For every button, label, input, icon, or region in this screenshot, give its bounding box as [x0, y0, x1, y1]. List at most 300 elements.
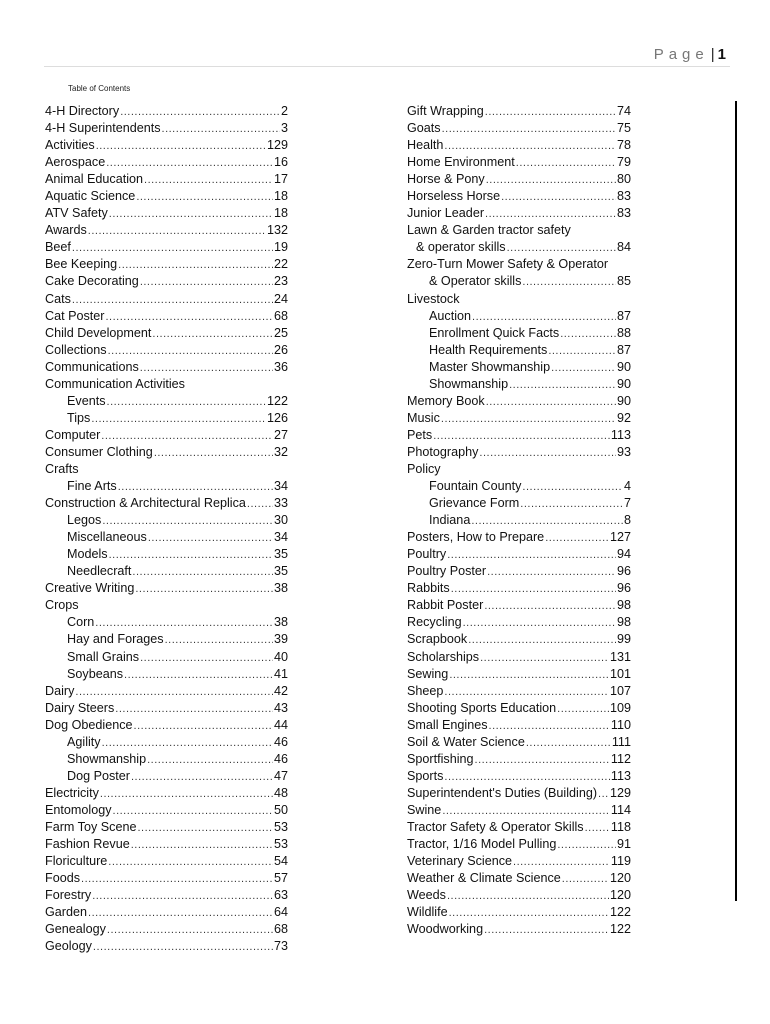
toc-entry-page: 87	[616, 342, 631, 357]
toc-entry-label: Hay and Forages	[67, 632, 164, 647]
toc-entry	[45, 597, 288, 614]
dot-leader	[115, 701, 273, 717]
toc-entry-label: Rabbits	[407, 581, 450, 596]
toc-entry-label: Collections	[45, 342, 107, 357]
toc-entry	[45, 683, 288, 700]
dot-leader	[513, 854, 610, 870]
dot-leader	[88, 223, 266, 239]
toc-entry-page: 120	[609, 871, 631, 886]
toc-entry-label: Health Requirements	[429, 342, 548, 357]
dot-leader	[472, 309, 616, 325]
toc-entry-label: Small Grains	[67, 649, 140, 664]
toc-entry-page: 4	[623, 479, 631, 494]
toc-entry	[45, 205, 288, 222]
toc-entry-page: 113	[610, 768, 631, 783]
toc-entry-page: 27	[273, 427, 288, 442]
toc-entry-label: Policy	[407, 461, 441, 476]
toc-entry-page: 112	[610, 751, 631, 766]
toc-entry-label: Cat Poster	[45, 308, 105, 323]
toc-entry	[407, 921, 631, 938]
toc-entry	[407, 563, 631, 580]
toc-entry-page: 92	[616, 410, 631, 425]
toc-entry	[407, 734, 631, 751]
toc-entry	[45, 427, 288, 444]
toc-entry-page: 83	[616, 189, 631, 204]
toc-entry-page: 38	[273, 615, 288, 630]
dot-leader	[147, 752, 273, 768]
toc-entry-label: Animal Education	[45, 172, 144, 187]
dot-leader	[449, 905, 609, 921]
toc-entry-page: 36	[273, 359, 288, 374]
dot-leader	[120, 104, 280, 120]
toc-entry-page: 35	[273, 547, 288, 562]
toc-entry	[407, 512, 631, 529]
toc-entry-label: Communications	[45, 359, 139, 374]
toc-entry	[407, 614, 631, 631]
toc-entry-page: 34	[273, 479, 288, 494]
toc-entry-label: Rabbit Poster	[407, 598, 484, 613]
toc-right-column	[407, 103, 631, 938]
toc-entry	[407, 325, 631, 342]
toc-entry	[407, 154, 631, 171]
page-separator: |	[710, 46, 715, 63]
toc-entry-label: Entomology	[45, 802, 112, 817]
toc-entry-page: 64	[273, 905, 288, 920]
toc-entry	[45, 154, 288, 171]
dot-leader	[442, 121, 616, 137]
toc-entry-label: Weather & Climate Science	[407, 871, 561, 886]
toc-entry-page: 57	[273, 871, 288, 886]
toc-entry	[407, 529, 631, 546]
toc-entry	[45, 308, 288, 325]
toc-entry	[45, 529, 288, 546]
dot-leader	[447, 888, 609, 904]
vertical-divider	[735, 101, 737, 901]
toc-entry-page: 118	[610, 819, 631, 834]
toc-entry-label: Farm Toy Scene	[45, 819, 137, 834]
dot-leader	[585, 820, 610, 836]
toc-entry-label: Health	[407, 138, 444, 153]
dot-leader	[107, 922, 273, 938]
toc-entry	[45, 717, 288, 734]
toc-entry-label: Horseless Horse	[407, 189, 501, 204]
toc-entry-page: 50	[273, 802, 288, 817]
toc-entry	[407, 308, 631, 325]
toc-entry	[45, 631, 288, 648]
toc-entry	[45, 870, 288, 887]
page-word: Page	[653, 46, 709, 63]
toc-entry	[407, 870, 631, 887]
toc-entry-label: Garden	[45, 905, 88, 920]
toc-entry-page: 109	[609, 700, 631, 715]
toc-entry	[407, 819, 631, 836]
toc-entry-page: 78	[616, 138, 631, 153]
toc-entry-page: 18	[273, 189, 288, 204]
page-number: 1	[717, 46, 726, 63]
toc-entry	[45, 376, 288, 393]
toc-entry-label: Fountain County	[429, 479, 522, 494]
dot-leader	[124, 667, 273, 683]
toc-entry	[407, 359, 631, 376]
toc-entry-page: 23	[273, 274, 288, 289]
toc-entry-page: 93	[616, 444, 631, 459]
toc-entry-label: Goats	[407, 121, 441, 136]
dot-leader	[557, 701, 609, 717]
toc-entry	[45, 768, 288, 785]
toc-entry	[407, 904, 631, 921]
toc-entry-label: Crops	[45, 598, 79, 613]
toc-entry-label: Floriculture	[45, 854, 108, 869]
toc-entry-label: Tips	[67, 410, 91, 425]
toc-entry	[407, 103, 631, 120]
dot-leader	[509, 377, 616, 393]
dot-leader	[501, 189, 616, 205]
dot-leader	[557, 837, 616, 853]
toc-entry	[407, 222, 631, 239]
toc-entry	[45, 188, 288, 205]
toc-entry-label: Crafts	[45, 461, 79, 476]
toc-entry-label: Showmanship	[67, 751, 147, 766]
toc-entry-page: 122	[266, 393, 288, 408]
toc-entry-page: 32	[273, 444, 288, 459]
toc-entry	[407, 802, 631, 819]
toc-entry-label: Pets	[407, 427, 433, 442]
toc-entry-label: Woodworking	[407, 922, 484, 937]
toc-entry	[407, 120, 631, 137]
toc-entry-label: Shooting Sports Education	[407, 700, 557, 715]
toc-entry	[45, 938, 288, 955]
toc-entry-page: 39	[273, 632, 288, 647]
toc-entry	[45, 120, 288, 137]
toc-entry-label: Needlecraft	[67, 564, 132, 579]
toc-entry-page: 53	[273, 837, 288, 852]
toc-entry	[45, 546, 288, 563]
toc-entry-label: Beef	[45, 240, 71, 255]
dot-leader	[137, 820, 273, 836]
toc-entry-page: 68	[273, 308, 288, 323]
dot-leader	[118, 479, 273, 495]
toc-entry-label: Events	[67, 393, 106, 408]
toc-entry-page: 73	[273, 939, 288, 954]
toc-entry	[45, 785, 288, 802]
toc-entry	[407, 700, 631, 717]
toc-entry-page: 114	[610, 802, 631, 817]
toc-entry	[407, 376, 631, 393]
toc-entry-page: 90	[616, 359, 631, 374]
toc-entry-page: 33	[273, 496, 288, 511]
toc-entry	[407, 427, 631, 444]
toc-entry	[407, 683, 631, 700]
toc-entry-label: Sportfishing	[407, 751, 474, 766]
toc-entry-label: Creative Writing	[45, 581, 135, 596]
toc-entry-label: Fashion Revue	[45, 837, 130, 852]
toc-entry	[45, 921, 288, 938]
toc-entry-page: 84	[616, 240, 631, 255]
toc-entry-label: Auction	[429, 308, 472, 323]
dot-leader	[468, 632, 616, 648]
toc-entry-page: 30	[273, 513, 288, 528]
toc-entry-label: Computer	[45, 427, 101, 442]
toc-entry	[45, 325, 288, 342]
toc-entry	[407, 171, 631, 188]
toc-entry-label: Poultry	[407, 547, 447, 562]
toc-entry-label: Legos	[67, 513, 102, 528]
toc-entry-page: 42	[273, 683, 288, 698]
toc-entry	[45, 887, 288, 904]
toc-entry	[407, 495, 631, 512]
dot-leader	[101, 428, 273, 444]
toc-entry-page: 122	[609, 922, 631, 937]
toc-entry-page: 26	[273, 342, 288, 357]
dot-leader	[132, 564, 273, 580]
toc-entry	[45, 239, 288, 256]
toc-entry-label: Forestry	[45, 888, 92, 903]
dot-leader	[471, 513, 623, 529]
dot-leader	[444, 769, 610, 785]
toc-entry-label: Electricity	[45, 785, 99, 800]
dot-leader	[91, 411, 266, 427]
toc-entry	[407, 785, 631, 802]
toc-entry-page: 101	[609, 666, 631, 681]
dot-leader	[451, 581, 616, 597]
toc-entry-label: Sewing	[407, 666, 449, 681]
toc-entry-page: 90	[616, 376, 631, 391]
toc-entry-label: Consumer Clothing	[45, 444, 153, 459]
toc-entry	[407, 836, 631, 853]
toc-entry-label: Veterinary Science	[407, 854, 513, 869]
dot-leader	[475, 752, 610, 768]
toc-entry-page: 91	[616, 837, 631, 852]
dot-leader	[447, 547, 616, 563]
dot-leader	[140, 650, 273, 666]
toc-entry-page: 3	[280, 121, 288, 136]
toc-entry	[407, 444, 631, 461]
toc-entry-page: 47	[273, 768, 288, 783]
dot-leader	[148, 530, 273, 546]
toc-entry-page: 80	[616, 172, 631, 187]
toc-entry-page: 122	[609, 905, 631, 920]
toc-entry-label: Fine Arts	[67, 479, 117, 494]
dot-leader	[485, 104, 616, 120]
toc-entry-page: 132	[266, 223, 288, 238]
toc-entry	[45, 444, 288, 461]
dot-leader	[442, 803, 610, 819]
toc-entry	[407, 410, 631, 427]
toc-entry-label: Dog Obedience	[45, 717, 133, 732]
toc-entry-page: 107	[609, 683, 631, 698]
toc-entry-page: 19	[273, 240, 288, 255]
dot-leader	[522, 479, 623, 495]
toc-entry-page: 119	[610, 854, 631, 869]
toc-entry-page: 35	[273, 564, 288, 579]
dot-leader	[551, 360, 616, 376]
dot-leader	[444, 138, 616, 154]
dot-leader	[131, 769, 273, 785]
toc-entry-page: 111	[611, 734, 631, 749]
dot-leader	[108, 343, 273, 359]
toc-entry-page: 68	[273, 922, 288, 937]
toc-entry	[45, 802, 288, 819]
toc-entry-label: Sheep	[407, 683, 444, 698]
dot-leader	[136, 189, 273, 205]
toc-entry-page: 46	[273, 751, 288, 766]
toc-entry-page: 129	[266, 138, 288, 153]
dot-leader	[88, 905, 273, 921]
toc-entry-label: Junior Leader	[407, 206, 485, 221]
toc-entry-page: 44	[273, 717, 288, 732]
toc-entry	[407, 649, 631, 666]
toc-entry-label: Bee Keeping	[45, 257, 118, 272]
toc-entry-label: ATV Safety	[45, 206, 108, 221]
dot-leader	[95, 615, 273, 631]
toc-entry-label: Tractor Safety & Operator Skills	[407, 819, 584, 834]
toc-entry-label: Dairy Steers	[45, 700, 115, 715]
toc-entry-label: Soil & Water Science	[407, 734, 525, 749]
toc-entry-page: 96	[616, 564, 631, 579]
dot-leader	[102, 513, 273, 529]
toc-entry-page: 53	[273, 819, 288, 834]
toc-entry-label: Dairy	[45, 683, 75, 698]
toc-entry	[45, 171, 288, 188]
toc-entry-page: 83	[616, 206, 631, 221]
toc-entry-label: Grievance Form	[429, 496, 520, 511]
dot-leader	[545, 530, 609, 546]
dot-leader	[516, 155, 616, 171]
toc-entry	[45, 853, 288, 870]
toc-entry-label: Home Environment	[407, 155, 515, 170]
toc-entry	[45, 495, 288, 512]
dot-leader	[100, 786, 273, 802]
toc-entry-label: 4-H Directory	[45, 104, 120, 118]
toc-entry	[407, 546, 631, 563]
toc-entry-label: Miscellaneous	[67, 530, 147, 545]
toc-entry-page: 25	[273, 325, 288, 340]
toc-entry-label: Awards	[45, 223, 87, 238]
toc-entry-page: 2	[280, 104, 288, 118]
dot-leader	[106, 155, 273, 171]
toc-entry	[407, 853, 631, 870]
dot-leader	[106, 309, 273, 325]
dot-leader	[108, 854, 273, 870]
toc-entry-label: Foods	[45, 871, 81, 886]
toc-entry-page: 85	[616, 274, 631, 289]
dot-leader	[480, 650, 609, 666]
toc-entry	[45, 256, 288, 273]
dot-leader	[135, 581, 273, 597]
toc-left-column	[45, 103, 288, 955]
toc-entry-page: 129	[609, 785, 631, 800]
dot-leader	[113, 803, 273, 819]
toc-entry-label: Posters, How to Prepare	[407, 530, 545, 545]
dot-leader	[441, 411, 616, 427]
dot-leader	[162, 121, 280, 137]
toc-entry-label: Activities	[45, 138, 95, 153]
toc-entry-page: 34	[273, 530, 288, 545]
toc-entry	[45, 137, 288, 154]
toc-entry	[45, 904, 288, 921]
toc-entry-page: 99	[616, 632, 631, 647]
dot-leader	[107, 394, 266, 410]
toc-entry	[45, 273, 288, 290]
toc-entry	[45, 393, 288, 410]
toc-entry-label: Gift Wrapping	[407, 104, 484, 118]
toc-entry	[407, 137, 631, 154]
toc-entry-page: 87	[616, 308, 631, 323]
toc-entry-page: 98	[616, 615, 631, 630]
dot-leader	[118, 257, 273, 273]
toc-entry-label: Tractor, 1/16 Model Pulling	[407, 837, 557, 852]
toc-entry	[45, 291, 288, 308]
toc-entry-label: Photography	[407, 444, 479, 459]
dot-leader	[560, 326, 616, 342]
dot-leader	[72, 240, 273, 256]
dot-leader	[154, 445, 273, 461]
toc-entry-label: Cake Decorating	[45, 274, 139, 289]
toc-entry	[407, 291, 631, 308]
dot-leader	[485, 206, 616, 222]
toc-entry	[407, 717, 631, 734]
toc-entry-label: Livestock	[407, 291, 460, 306]
toc-entry-page: 38	[273, 581, 288, 596]
toc-entry-page: 24	[273, 291, 288, 306]
toc-entry	[407, 461, 631, 478]
toc-entry-page: 75	[616, 121, 631, 136]
toc-entry-label: Indiana	[429, 513, 471, 528]
toc-entry	[45, 563, 288, 580]
toc-entry-label: Construction & Architectural Replica	[45, 496, 246, 511]
toc-entry-page: 8	[623, 513, 631, 528]
toc-entry	[407, 256, 631, 273]
dot-leader	[526, 735, 611, 751]
dot-leader	[598, 786, 609, 802]
toc-entry-page: 22	[273, 257, 288, 272]
toc-entry	[407, 631, 631, 648]
toc-entry	[45, 649, 288, 666]
dot-leader	[507, 240, 616, 256]
toc-entry	[45, 478, 288, 495]
dot-leader	[444, 684, 609, 700]
toc-entry-page: 18	[273, 206, 288, 221]
toc-entry	[407, 205, 631, 222]
toc-entry	[407, 273, 631, 290]
toc-entry-page: 131	[609, 649, 631, 664]
toc-entry-page: 120	[609, 888, 631, 903]
toc-entry-label: Child Development	[45, 325, 152, 340]
toc-entry-label: Soybeans	[67, 666, 124, 681]
toc-entry-page: 110	[610, 717, 631, 732]
toc-entry-label: Wildlife	[407, 905, 448, 920]
toc-entry-page: 126	[266, 410, 288, 425]
toc-entry-page: 48	[273, 785, 288, 800]
toc-entry	[45, 734, 288, 751]
toc-entry	[407, 887, 631, 904]
dot-leader	[109, 547, 273, 563]
dot-leader	[433, 428, 610, 444]
dot-leader	[134, 718, 273, 734]
toc-entry	[407, 768, 631, 785]
dot-leader	[484, 598, 616, 614]
dot-leader	[72, 292, 273, 308]
toc-entry	[45, 359, 288, 376]
dot-leader	[165, 632, 273, 648]
toc-entry-label: Genealogy	[45, 922, 106, 937]
toc-entry	[407, 393, 631, 410]
toc-entry-page: 7	[623, 496, 631, 511]
dot-leader	[93, 939, 273, 955]
toc-entry-label: & operator skills	[416, 240, 506, 255]
toc-entry-label: Lawn & Garden tractor safety	[407, 223, 571, 238]
toc-entry-page: 96	[616, 581, 631, 596]
